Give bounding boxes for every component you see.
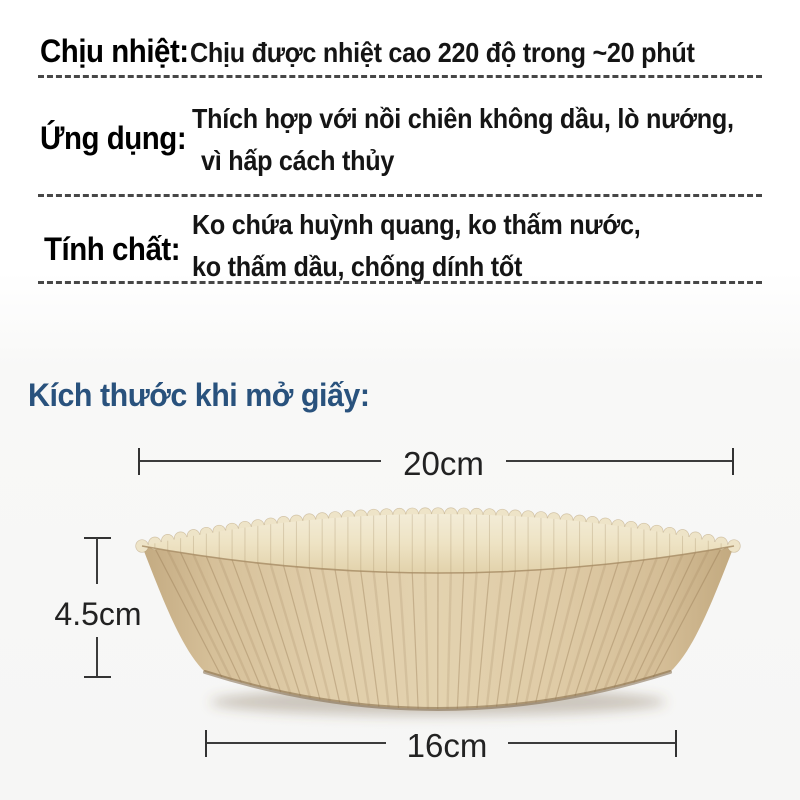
dimension-line — [508, 742, 676, 744]
properties-value-line-1: Ko chứa huỳnh quang, ko thấm nước, — [192, 209, 641, 240]
dimension-tick — [732, 448, 734, 475]
dimension-line — [506, 460, 734, 462]
dimension-line — [140, 460, 381, 462]
dimension-line — [96, 538, 98, 584]
height-value: 4.5cm — [54, 596, 142, 632]
paper-liner-image — [138, 500, 738, 730]
dimension-line — [207, 742, 386, 744]
paper-liner-illustration — [138, 500, 738, 730]
application-label: Ứng dụng: — [40, 120, 187, 156]
properties-label: Tính chất: — [44, 231, 181, 267]
size-heading: Kích thước khi mở giấy: — [28, 377, 370, 413]
section-divider — [38, 75, 762, 78]
dimension-tick — [84, 676, 111, 678]
bottom-width-value: 16cm — [406, 727, 488, 764]
heat-resistance-value: Chịu được nhiệt cao 220 độ trong ~20 phút — [190, 37, 695, 68]
top-width-value: 20cm — [403, 445, 484, 482]
application-value-line-1: Thích hợp với nồi chiên không dầu, lò nướng, — [192, 103, 734, 134]
dimension-line — [96, 637, 98, 677]
application-value-line-2: vì hấp cách thủy — [201, 145, 395, 176]
section-divider — [38, 194, 762, 197]
heat-resistance-label: Chịu nhiệt: — [40, 33, 189, 69]
properties-value-line-2: ko thấm dầu, chống dính tốt — [192, 251, 523, 282]
dimension-tick — [675, 730, 677, 757]
section-divider — [38, 281, 762, 284]
